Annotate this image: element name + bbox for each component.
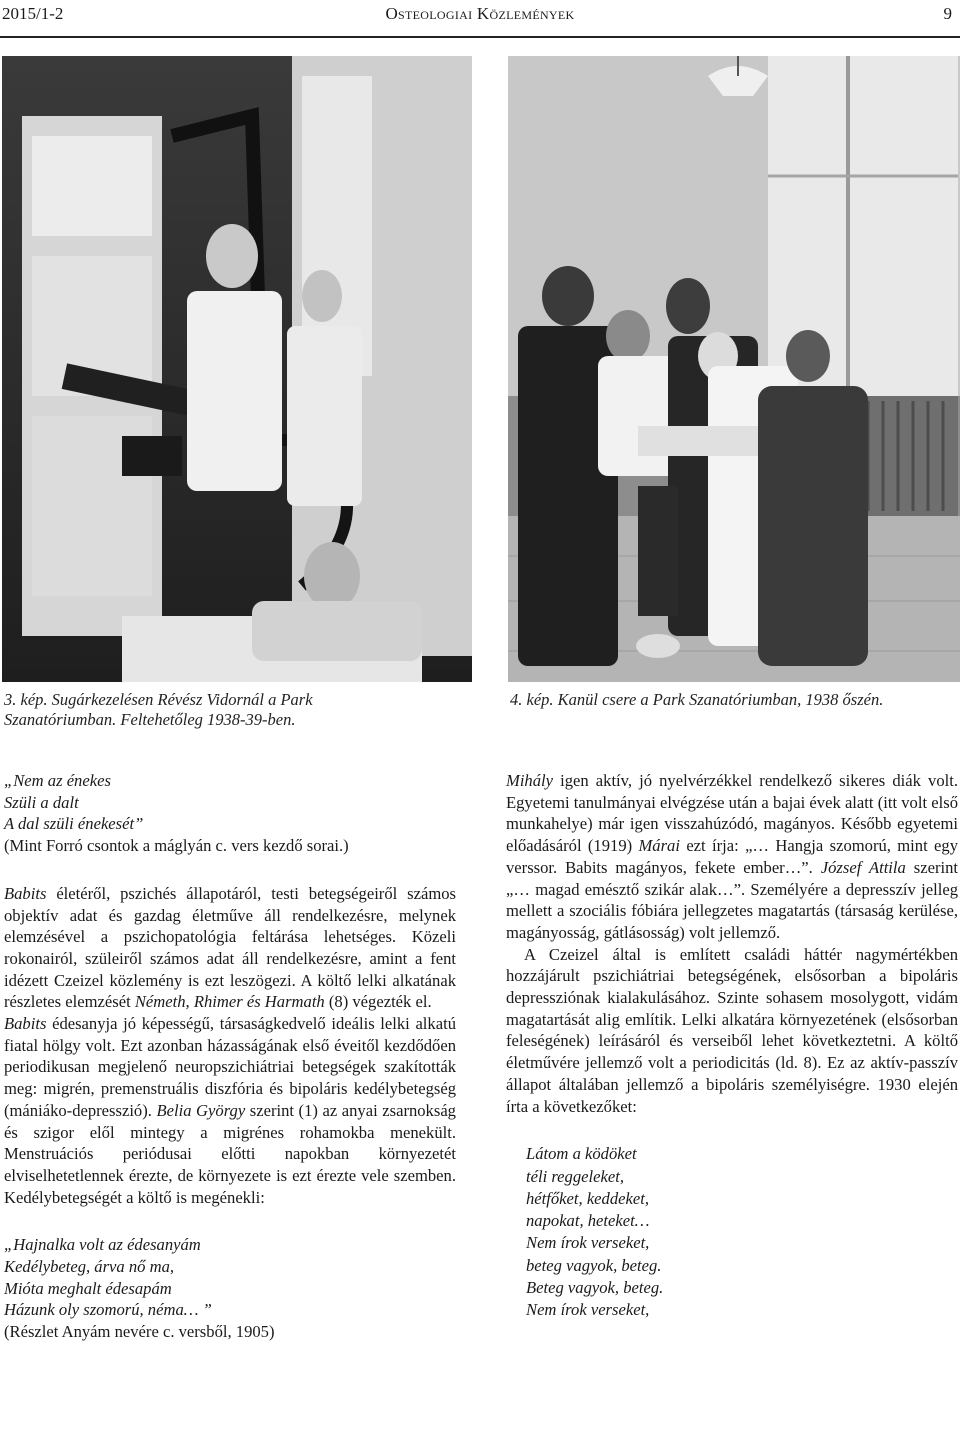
author-name: Babits <box>4 1014 47 1034</box>
paragraph: Babits édesanyja jó képességű, társaságkedvelő ideális lelki alkatú fiatal hölgy volt. Ezt azonban házasságának első éveitől kezdődően periodikusan megjelenő neuropszichiátriai betegségek szakították meg: migrén, premenstruális diszfória és bipoláris kedélybetegség (mániáko-depresszió). Belia György szerint (1) az anyai zsarnokság és szigor elől mintegy a migrénes rohamokba menekült. Menstruációs periódusai előtti napokban környezetét elviselhetetlennek érezte, de környezete is ezt érezte vele szemben. Kedélybetegségét a költő is megénekli: <box>4 1014 456 1207</box>
paragraph: Babits életéről, pszichés állapotáról, testi betegségeiről számos objektív adat és gazdag életműve áll rendelkezésre, melynek elemzésével a pszichopatológia feltárása lehetséges. Közeli rokonairól, szüleiről számos adat áll rendelkezésre, amint a fent idézett Czeizel közlemény is ezt leszögezi. A költő lelki alkatának részletes elemzését Németh, Rhimer és Harmath (8) végezték el. <box>4 883 456 1012</box>
figure-4-caption <box>510 690 960 710</box>
figure-3-photo <box>2 56 472 682</box>
poem-line: A dal szüli énekesét” <box>4 814 144 834</box>
page-header <box>0 0 960 40</box>
poem-quote-3 <box>506 1143 958 1321</box>
poem-line: beteg vagyok, beteg. <box>526 1255 662 1275</box>
poem-source: (Részlet Anyám nevére c. versből, 1905) <box>4 1322 275 1342</box>
poem-line: Nem írok verseket, <box>526 1233 650 1253</box>
caption-line: Szanatóriumban. Feltehetőleg 1938-39-ben. <box>4 710 296 729</box>
issue-number: 2015/1-2 <box>2 4 64 23</box>
poem-line: Mióta meghalt édesapám <box>4 1278 172 1298</box>
poem-line: hétfőket, keddeket, <box>526 1188 649 1208</box>
left-column <box>4 770 456 1343</box>
poem-line: Beteg vagyok, beteg. <box>526 1278 664 1298</box>
author-names: Németh, Rhimer és Harmath <box>134 992 325 1012</box>
right-column <box>506 770 958 1322</box>
poem-line: napokat, heteket… <box>526 1211 650 1231</box>
poem-line: Kedélybeteg, árva nő ma, <box>4 1257 175 1277</box>
header-rule <box>0 36 960 38</box>
poem-line: Nem írok verseket, <box>526 1300 650 1320</box>
figure-3-caption <box>4 690 464 730</box>
poem-line: Házunk oly szomorú, néma… ” <box>4 1300 212 1320</box>
author-name: József Attila <box>820 857 906 877</box>
caption-line: 4. kép. Kanül csere a Park Szanatóriumban, 1938 őszén. <box>510 690 884 709</box>
poem-line: „Nem az énekes <box>4 771 111 790</box>
author-name: Belia György <box>156 1100 246 1120</box>
paragraph: Mihály igen aktív, jó nyelvérzékkel rendelkező sikeres diák volt. Egyetemi tanulmányai elvégzése után a bajai évek alatt (itt volt első munkahelye) már igen visszahúzódó, magányos. Később egyetemi előadásáról (1919) Márai ezt írja: „… Hangja szomorú, mint egy verssor. Babits magányos, fekete ember…”. József Attila szerint „… magad emésztő szikár alak…”. Személyére a depresszív jelleg mellett a szociális fóbiára jellegzetes magatartás (társaság kerülése, magányosság, gátlásosság) volt jellemző. <box>506 771 958 942</box>
page-number: 9 <box>943 4 952 23</box>
paragraph: A Czeizel által is említett családi háttér nagymértékben hozzájárult pszichiátriai betegségének, elsősorban a bipoláris depressziónak kialakulásához. Szinte sohasem mosolygott, vidám magatartását alig említik. Lelki alkatára környezetének (elsősorban feleségének) leírásáról és verseiből lehet következtetni. A költő életművére jellemző volt a periodicitás (ld. 8). Ez az aktív-passzív állapot általában jellemző a bipoláris személyiségre. 1930 elején írta a következőket: <box>506 944 958 1116</box>
author-name: Babits <box>4 883 47 903</box>
poem-line: téli reggeleket, <box>526 1166 624 1186</box>
poem-line: Látom a ködöket <box>526 1144 637 1164</box>
poem-quote-1 <box>4 770 456 857</box>
caption-line: 3. kép. Sugárkezelésen Révész Vidornál a Park <box>4 690 313 709</box>
author-name: Márai <box>638 836 680 856</box>
poem-quote-2 <box>4 1234 456 1343</box>
poem-source: (Mint Forró csontok a máglyán c. vers kezdő sorai.) <box>4 836 349 856</box>
poem-line: Szüli a dalt <box>4 792 79 812</box>
poem-line: „Hajnalka volt az édesanyám <box>4 1235 201 1255</box>
figure-4-photo <box>508 56 960 682</box>
author-name: Mihály <box>506 771 554 790</box>
journal-title: Osteologiai Közlemények <box>385 4 575 23</box>
